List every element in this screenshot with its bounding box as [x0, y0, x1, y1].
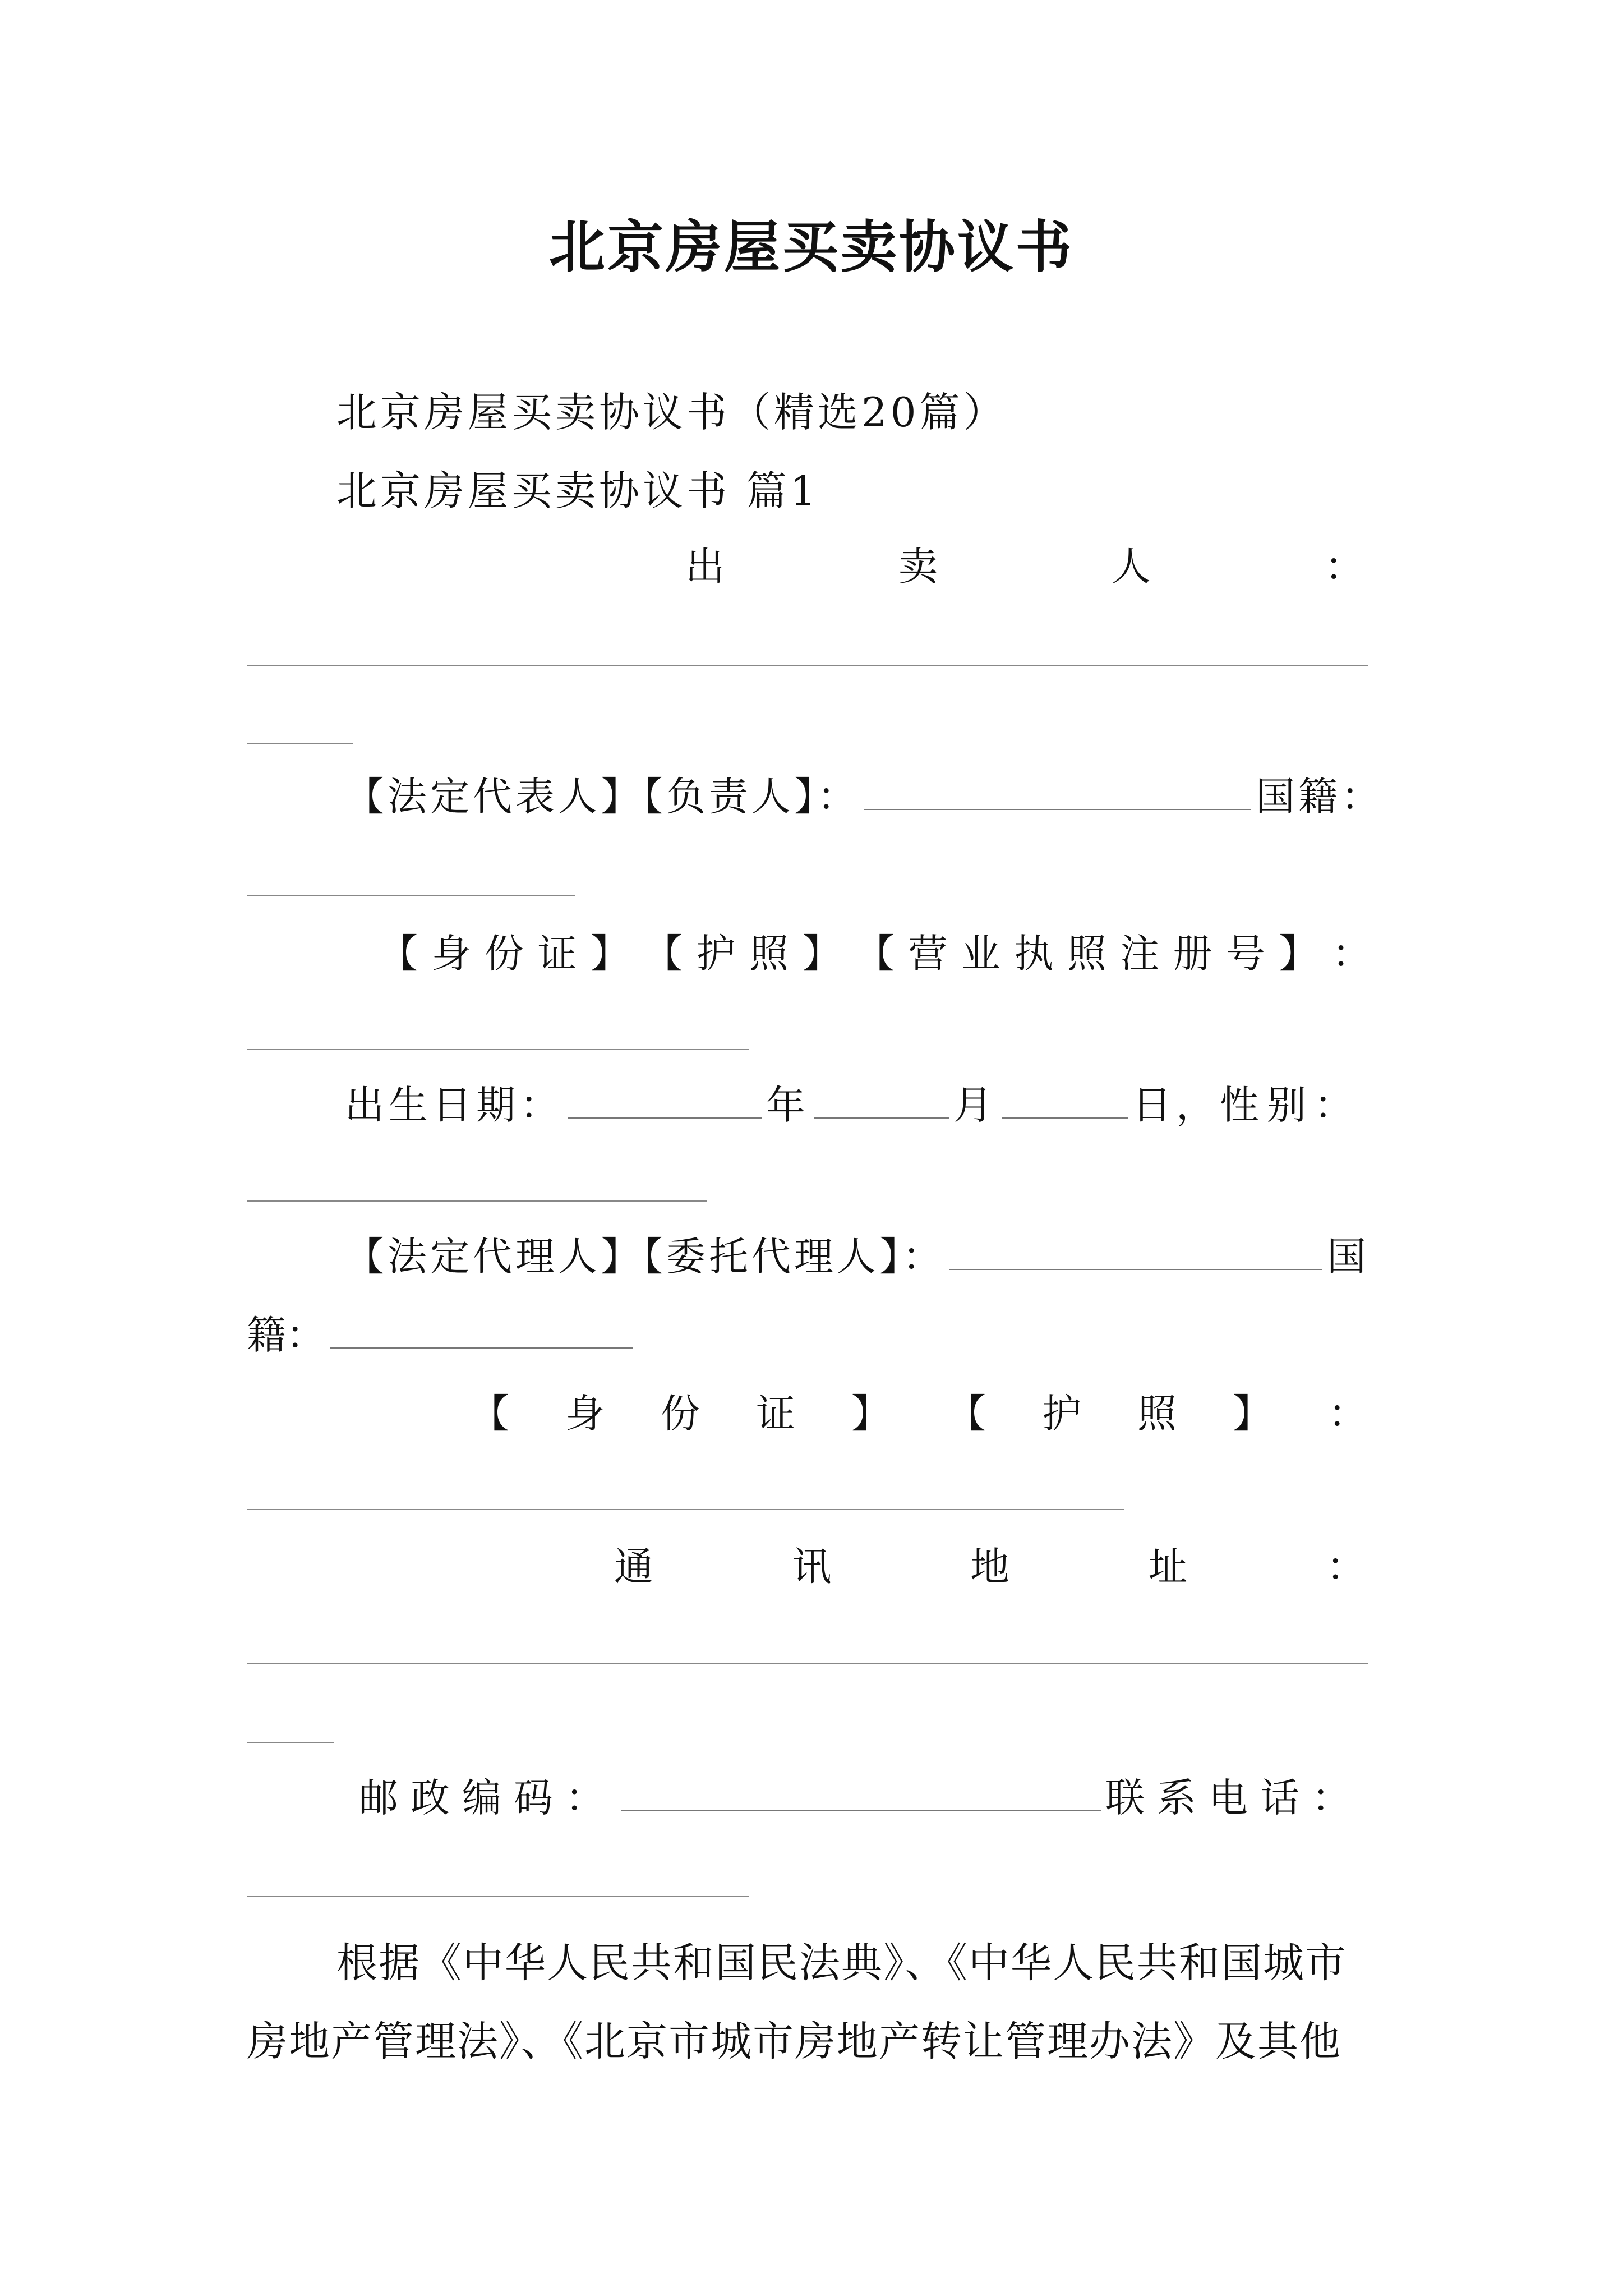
- id-business-char: 份: [484, 931, 524, 977]
- phone-label: 联系电话：: [1105, 1775, 1363, 1821]
- id-business-char: 注: [1120, 931, 1160, 977]
- birth-year-blank[interactable]: [568, 1083, 762, 1119]
- address-char: 通: [614, 1544, 653, 1590]
- id-business-char: 营: [908, 931, 948, 977]
- seller-char: 人: [1112, 544, 1151, 590]
- seller-name-blank[interactable]: [247, 665, 1368, 666]
- id-business-char: 照: [1067, 931, 1106, 977]
- document-subtitle: 北京房屋买卖协议书（精选20篇）: [336, 389, 1007, 436]
- id-business-char: 身: [431, 931, 471, 977]
- legal-rep-label: 【法定代表人】【负责人】：: [345, 774, 860, 820]
- id-business-char: 执: [1014, 931, 1054, 977]
- year-label: 年: [766, 1082, 810, 1128]
- section-heading: 北京房屋买卖协议书 篇1: [336, 467, 819, 514]
- agent-label: 【法定代理人】【委托代理人】：: [345, 1234, 945, 1280]
- id-business-char: 护: [696, 931, 736, 977]
- phone-blank[interactable]: [247, 1896, 749, 1897]
- gender-blank[interactable]: [247, 1200, 707, 1202]
- document-title: 北京房屋买卖协议书: [549, 214, 1074, 280]
- id-passport-char: 【: [947, 1391, 986, 1437]
- postal-label: 邮政编码：: [359, 1775, 617, 1821]
- body-paragraph: 根据《中华人民共和国民法典》、《中华人民共和国城市房地产管理法》、《北京市城市房地产转让管理办法》及其他: [247, 1939, 1347, 2065]
- agent-nationality-label-continued: 籍：: [247, 1312, 325, 1358]
- id-passport-char: 【: [470, 1391, 509, 1437]
- id-business-char: 】: [590, 931, 630, 977]
- seller-char: 出: [685, 544, 725, 590]
- legal-rep-name-blank[interactable]: [864, 774, 1251, 810]
- id-business-char: 【: [643, 931, 683, 977]
- agent-id-number-blank[interactable]: [247, 1509, 1124, 1510]
- id-passport-char: ：: [1328, 1391, 1367, 1437]
- address-char: 讯: [792, 1544, 832, 1590]
- id-business-char: 证: [537, 931, 577, 977]
- agent-nationality-label: 国: [1327, 1234, 1370, 1280]
- id-business-char: 册: [1173, 931, 1212, 977]
- id-passport-char: 护: [1042, 1391, 1081, 1437]
- id-business-label: [379, 928, 1371, 979]
- birth-label: 出生日期：: [345, 1082, 564, 1128]
- gender-label: 性别：: [1220, 1082, 1361, 1128]
- birth-row: [345, 1080, 1361, 1130]
- postal-row: [359, 1773, 1363, 1823]
- id-business-char: 【: [855, 931, 895, 977]
- day-label: 日，: [1132, 1082, 1220, 1128]
- agent-nationality-blank[interactable]: [330, 1313, 633, 1349]
- id-passport-char: 照: [1137, 1391, 1177, 1437]
- legal-rep-row: [345, 771, 1384, 822]
- address-label: [614, 1542, 1366, 1592]
- seller-name-blank-continued[interactable]: [247, 743, 353, 744]
- birth-month-blank[interactable]: [814, 1083, 949, 1119]
- id-business-number-blank[interactable]: [247, 1049, 749, 1050]
- id-business-char: ：: [1331, 931, 1371, 977]
- id-business-char: 业: [961, 931, 1000, 977]
- id-passport-char: 】: [1233, 1391, 1272, 1437]
- id-business-char: 】: [1279, 931, 1318, 977]
- seller-char: ：: [1325, 544, 1364, 590]
- address-char: ：: [1326, 1544, 1366, 1590]
- id-business-char: 】: [802, 931, 842, 977]
- nationality-label: 国籍：: [1256, 774, 1384, 820]
- legal-rep-nationality-blank[interactable]: [247, 895, 575, 896]
- address-blank-continued[interactable]: [247, 1742, 334, 1743]
- id-business-char: 照: [749, 931, 789, 977]
- agent-nationality-row: [247, 1310, 637, 1360]
- agent-row: [345, 1231, 1370, 1282]
- id-passport-label: [470, 1388, 1367, 1439]
- postal-code-blank[interactable]: [621, 1775, 1101, 1811]
- address-char: 址: [1148, 1544, 1188, 1590]
- birth-day-blank[interactable]: [1002, 1083, 1128, 1119]
- agent-name-blank[interactable]: [949, 1234, 1322, 1270]
- id-business-char: 【: [379, 931, 418, 977]
- id-passport-char: 身: [565, 1391, 605, 1437]
- id-passport-char: 证: [756, 1391, 795, 1437]
- address-char: 地: [970, 1544, 1009, 1590]
- seller-label: [685, 541, 1364, 592]
- id-business-char: 号: [1226, 931, 1265, 977]
- id-passport-char: 】: [851, 1391, 891, 1437]
- address-blank[interactable]: [247, 1663, 1368, 1664]
- month-label: 月: [953, 1082, 997, 1128]
- id-passport-char: 份: [661, 1391, 700, 1437]
- seller-char: 卖: [898, 544, 938, 590]
